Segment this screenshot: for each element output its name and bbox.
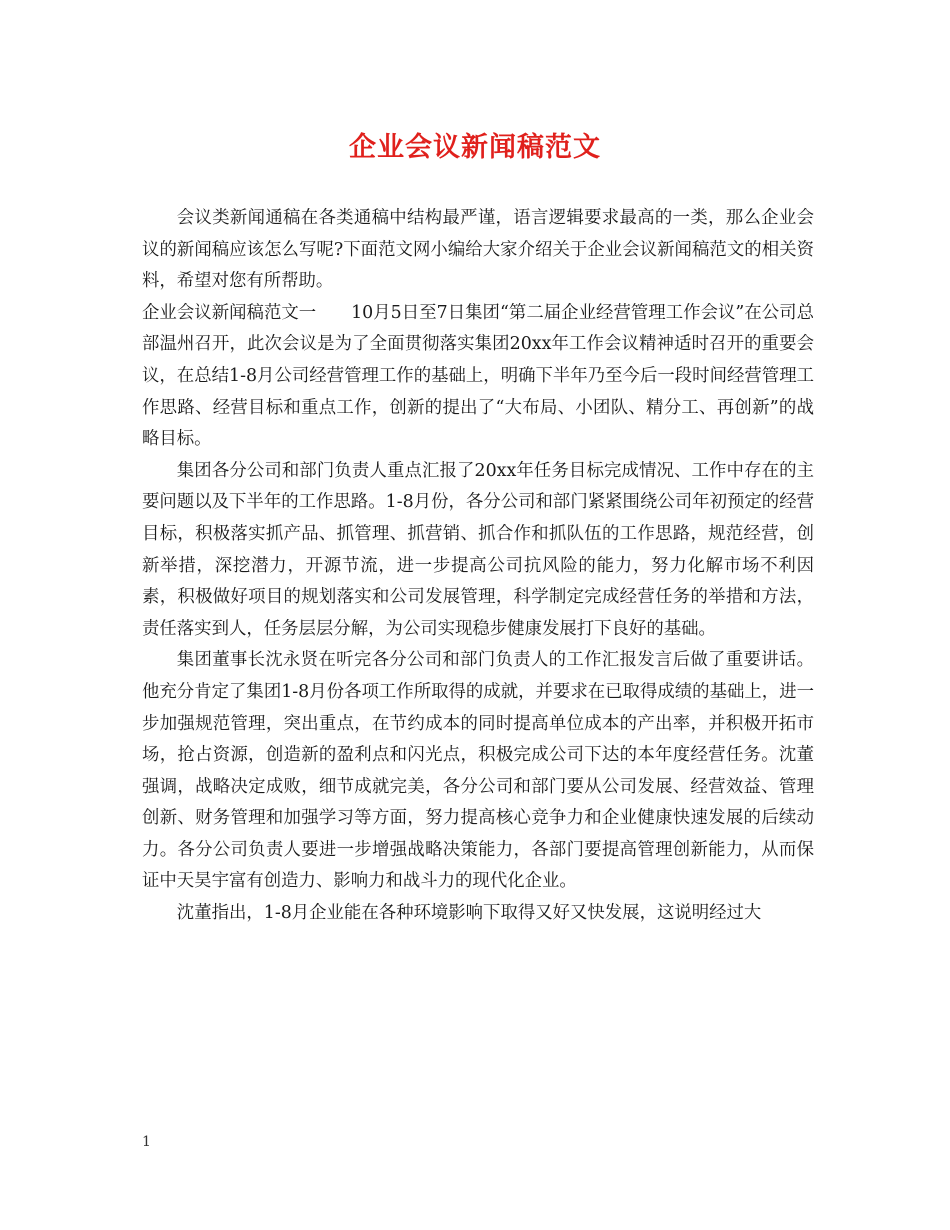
page-number: 1: [142, 1134, 151, 1150]
paragraph-intro: 会议类新闻通稿在各类通稿中结构最严谨，语言逻辑要求最高的一类，那么企业会议的新闻稿应该怎么写呢?下面范文网小编给大家介绍关于企业会议新闻稿范文的相关资料，希望对您有所帮助。: [142, 208, 814, 292]
paragraph-chairman-remarks: 沈董指出，1-8月企业能在各种环境影响下取得又好又快发展，这说明经过大: [176, 903, 762, 924]
paragraph-reports: 集团各分公司和部门负责人重点汇报了20xx年任务目标完成情况、工作中存在的主要问题以及下半年的工作思路。1-8月份，各分公司和部门紧紧围绕公司年初预定的经营目标，积极落实抓产品、抓管理、抓营销、抓合作和抓队伍的工作思路，规范经营，创新举措，深挖潜力，开源节流，进一步提高公司抗风险的能力，努力化解市场不利因素，积极做好项目的规划落实和公司发展管理，科学制定完成经营任务的举措和方法，责任落实到人，任务层层分解，为公司实现稳步健康发展打下良好的基础。: [142, 460, 814, 639]
document-body: [142, 203, 814, 930]
paragraph-sample-one: 企业会议新闻稿范文一 10月5日至7日集团“第二届企业经营管理工作会议”在公司总部温州召开，此次会议是为了全面贯彻落实集团20xx年工作会议精神适时召开的重要会议，在总结1-8月公司经营管理工作的基础上，明确下半年乃至今后一段时间经营管理工作思路、经营目标和重点工作，创新的提出了“大布局、小团队、精分工、再创新”的战略目标。: [142, 302, 814, 450]
paragraph-chairman-speech: 集团董事长沈永贤在听完各分公司和部门负责人的工作汇报发言后做了重要讲话。他充分肯定了集团1-8月份各项工作所取得的成就，并要求在已取得成绩的基础上，进一步加强规范管理，突出重点，在节约成本的同时提高单位成本的产出率，并积极开拓市场，抢占资源，创造新的盈利点和闪光点，积极完成公司下达的本年度经营任务。沈董强调，战略决定成败，细节成就完美，各分公司和部门要从公司发展、经营效益、管理创新、财务管理和加强学习等方面，努力提高核心竞争力和企业健康快速发展的后续动力。各分公司负责人要进一步增强战略决策能力，各部门要提高管理创新能力，从而保证中天昊宇富有创造力、影响力和战斗力的现代化企业。: [142, 650, 814, 892]
document-title: 企业会议新闻稿范文: [349, 132, 601, 163]
